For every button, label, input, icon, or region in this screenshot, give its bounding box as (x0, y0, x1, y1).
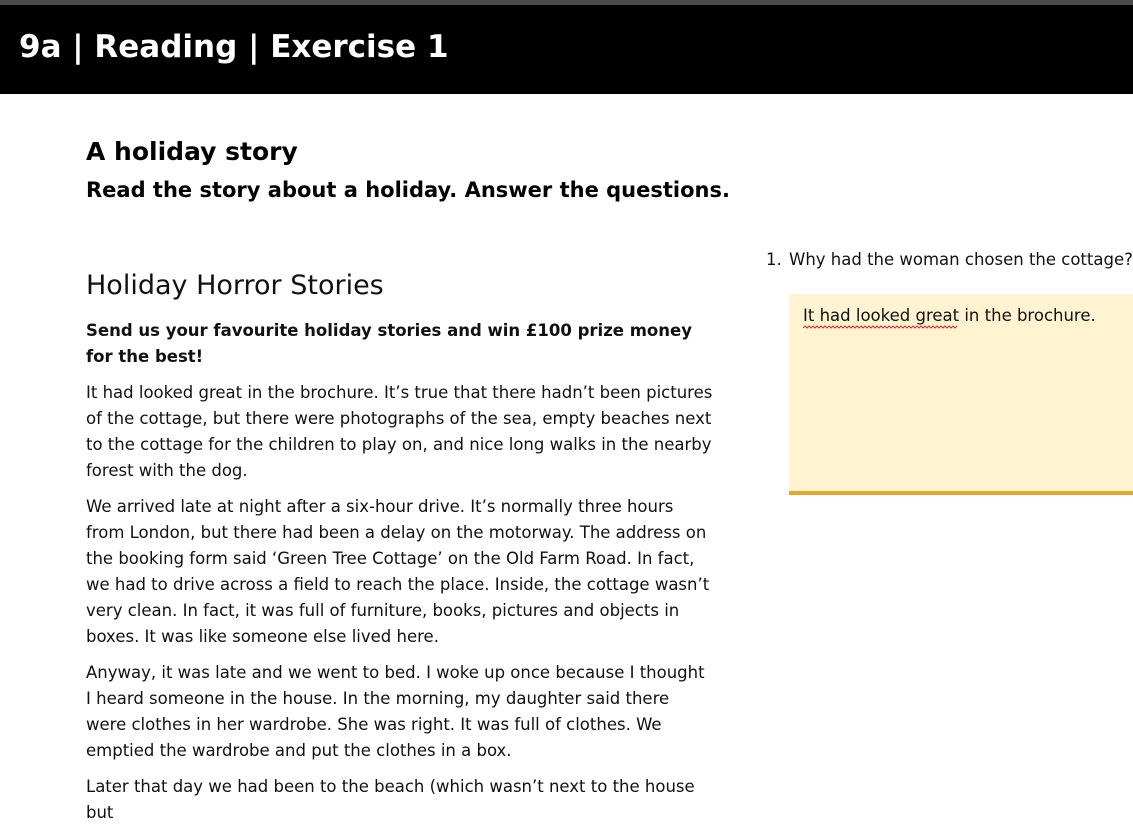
question-text: Why had the woman chosen the cottage? (789, 250, 1133, 269)
page-title: A holiday story (86, 137, 298, 166)
story-paragraph-4: Later that day we had been to the beach (which wasn’t next to the house but (86, 777, 695, 822)
story-paragraph-3: Anyway, it was late and we went to bed. I woke up once because I thought I heard someone in the house. In the morning, my daughter said there were clothes in her wardrobe. She was right. It was full of clothes. We emptied the wardrobe and put the clothes in a box. (86, 663, 705, 760)
exercise-header (0, 5, 1133, 94)
story-intro: Send us your favourite holiday stories and win £100 prize money for the best! (86, 321, 692, 366)
story-paragraph-2: We arrived late at night after a six-hour drive. It’s normally three hours from London, but there had been a delay on the motorway. The address on the booking form said ‘Green Tree Cottage’ on the Old Farm Road. In fact, we had to drive across a field to reach the place. Inside, the cottage wasn’t very clean. In fact, it was full of furniture, books, pictures and objects in boxes. It was like someone else lived here. (86, 497, 710, 646)
answer-field[interactable] (789, 294, 1133, 495)
answer-text: It had looked great in the brochure. (803, 306, 1096, 325)
instructions: Read the story about a holiday. Answer the questions. (86, 178, 730, 202)
spellcheck-underline (803, 325, 957, 329)
story-article (86, 268, 714, 836)
question-1 (766, 247, 1133, 273)
story-paragraph-1: It had looked great in the brochure. It’s true that there hadn’t been pictures of the cottage, but there were photographs of the sea, empty beaches next to the cottage for the children to play on, and nice long walks in the nearby forest with the dog. (86, 383, 713, 480)
story-title: Holiday Horror Stories (86, 270, 384, 301)
question-number: 1. (766, 250, 782, 269)
exercise-title: 9a | Reading | Exercise 1 (19, 29, 449, 65)
